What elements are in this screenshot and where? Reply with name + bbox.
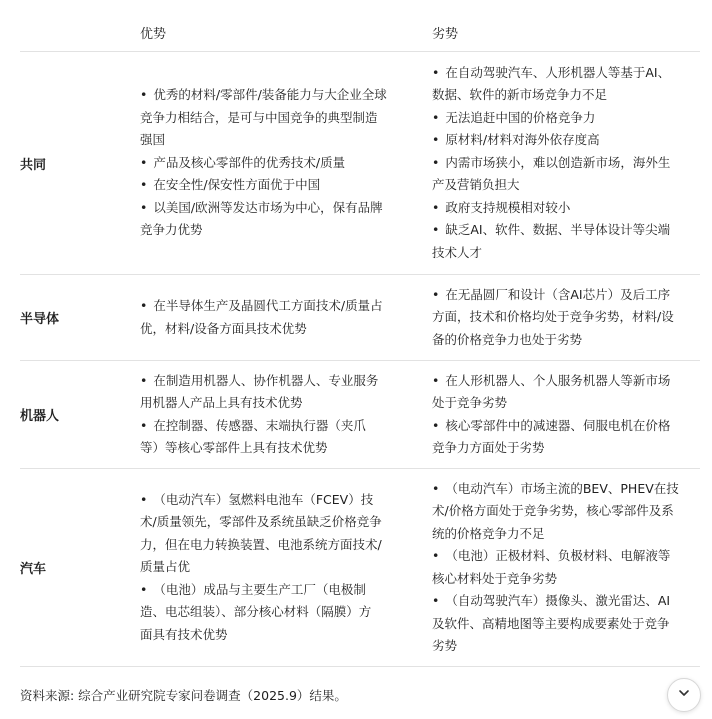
table-row-common xyxy=(20,52,700,275)
weaknesses-list xyxy=(432,370,670,460)
list-item: 面具有技术优势 xyxy=(140,626,228,642)
header-weaknesses xyxy=(430,23,712,42)
weaknesses-cell xyxy=(430,469,712,666)
list-item: 核心材料处于竞争劣势 xyxy=(432,570,558,586)
list-item: • 无法追赶中国的价格竞争力 xyxy=(432,109,596,125)
list-item: 等）等核心零部件上具有技术优势 xyxy=(140,440,328,455)
list-item: 产及营销负担大 xyxy=(432,177,520,193)
list-item: • 在控制器、传感器、末端执行器（夹爪 xyxy=(140,417,366,433)
list-item: 竞争力相结合，是可与中国竞争的典型制造 xyxy=(140,109,378,125)
list-item: • 政府支持规模相对较小 xyxy=(432,199,571,215)
strengths-list xyxy=(140,84,387,242)
list-item: 及软件、高精地图等主要构成要素处于竞争 xyxy=(432,615,670,631)
header-strengths-label: 优势 xyxy=(140,27,167,42)
list-item: • 以美国/欧洲等发达市场为中心，保有品牌 xyxy=(140,199,383,215)
table-row-automotive xyxy=(20,469,700,667)
list-item: • （电池）成品与主要生产工厂（电极制 xyxy=(140,581,366,597)
row-label: 机器人 xyxy=(20,409,60,424)
weaknesses-cell xyxy=(430,361,712,468)
strengths-cell xyxy=(140,469,430,666)
row-label: 共同 xyxy=(20,157,47,173)
list-item: 质量占优 xyxy=(140,559,191,575)
list-item: 用机器人产品上具有技术优势 xyxy=(140,395,303,410)
chevron-down-icon xyxy=(677,686,691,704)
table-header xyxy=(20,14,700,52)
list-item: • 在半导体生产及晶圆代工方面技术/质量占 xyxy=(140,298,383,313)
list-item: 术/价格方面处于竞争劣势，核心零部件及系 xyxy=(432,503,674,518)
weaknesses-list xyxy=(432,284,674,352)
list-item: 竞争力方面处于劣势 xyxy=(432,440,545,455)
list-item: 力，但在电力转换装置、电池系统方面技术/ xyxy=(140,536,382,552)
table-row-semiconductor xyxy=(20,275,700,361)
strengths-cell xyxy=(140,52,430,274)
weaknesses-cell xyxy=(430,275,712,360)
header-weaknesses-label: 劣势 xyxy=(432,27,459,42)
weaknesses-cell xyxy=(430,52,712,274)
list-item: 劣势 xyxy=(432,638,458,653)
list-item: 术/质量领先，零部件及系统虽缺乏价格竞争 xyxy=(140,514,382,530)
strengths-cell xyxy=(140,361,430,468)
list-item: • 在人形机器人、个人服务机器人等新市场 xyxy=(432,372,671,388)
list-item: 技术人才 xyxy=(432,244,483,260)
weaknesses-list xyxy=(432,62,670,265)
list-item: • 内需市场狭小，难以创造新市场，海外生 xyxy=(432,154,671,170)
list-item: 统的价格竞争力不足 xyxy=(432,525,545,541)
strengths-list xyxy=(140,370,378,460)
list-item: 强国 xyxy=(140,132,166,148)
list-item: • （自动驾驶汽车）摄像头、激光雷达、AI xyxy=(432,593,671,608)
list-item: 造、电芯组装）、部分核心材料（隔膜）方 xyxy=(140,604,372,620)
scroll-down-button[interactable] xyxy=(667,678,701,712)
list-item: • 产品及核心零部件的优秀技术/质量 xyxy=(140,154,346,170)
list-item: • 核心零部件中的减速器、伺服电机在价格 xyxy=(432,417,671,433)
table-row-robot xyxy=(20,361,700,469)
list-item: 方面，技术和价格均处于竞争劣势，材料/设 xyxy=(432,309,674,325)
row-label: 汽车 xyxy=(20,562,47,577)
header-strengths xyxy=(140,23,430,42)
list-item: 优，材料/设备方面具技术优势 xyxy=(140,320,307,336)
list-item: 备的价格竞争力也处于劣势 xyxy=(432,331,583,347)
list-item: • 在制造用机器人、协作机器人、专业服务 xyxy=(140,372,379,388)
row-label: 半导体 xyxy=(20,312,60,327)
list-item: • 在无晶圆厂和设计（含AI芯片）及后工序 xyxy=(432,286,671,302)
weaknesses-list xyxy=(432,478,679,658)
list-item: • （电动汽车）市场主流的BEV、PHEV在技 xyxy=(432,480,679,496)
comparison-table xyxy=(20,14,700,667)
list-item: • 优秀的材料/零部件/装备能力与大企业全球 xyxy=(140,87,387,103)
list-item: • （电池）正极材料、负极材料、电解液等 xyxy=(432,548,671,563)
strengths-cell xyxy=(140,275,430,360)
list-item: • 在自动驾驶汽车、人形机器人等基于AI、 xyxy=(432,64,671,80)
list-item: 数据、软件的新市场竞争力不足 xyxy=(432,87,608,103)
list-item: 竞争力优势 xyxy=(140,222,203,238)
source-note: 资料来源: 综合产业研究院专家问卷调查（2025.9）结果。 xyxy=(20,688,347,703)
list-item: • 在安全性/保安性方面优于中国 xyxy=(140,177,321,193)
strengths-list xyxy=(140,295,383,340)
list-item: • （电动汽车）氢燃料电池车（FCEV）技 xyxy=(140,491,374,507)
list-item: • 缺乏AI、软件、数据、半导体设计等尖端 xyxy=(432,222,671,238)
list-item: 处于竞争劣势 xyxy=(432,395,508,410)
list-item: • 原材料/材料对海外依存度高 xyxy=(432,132,600,148)
strengths-list xyxy=(140,489,382,647)
